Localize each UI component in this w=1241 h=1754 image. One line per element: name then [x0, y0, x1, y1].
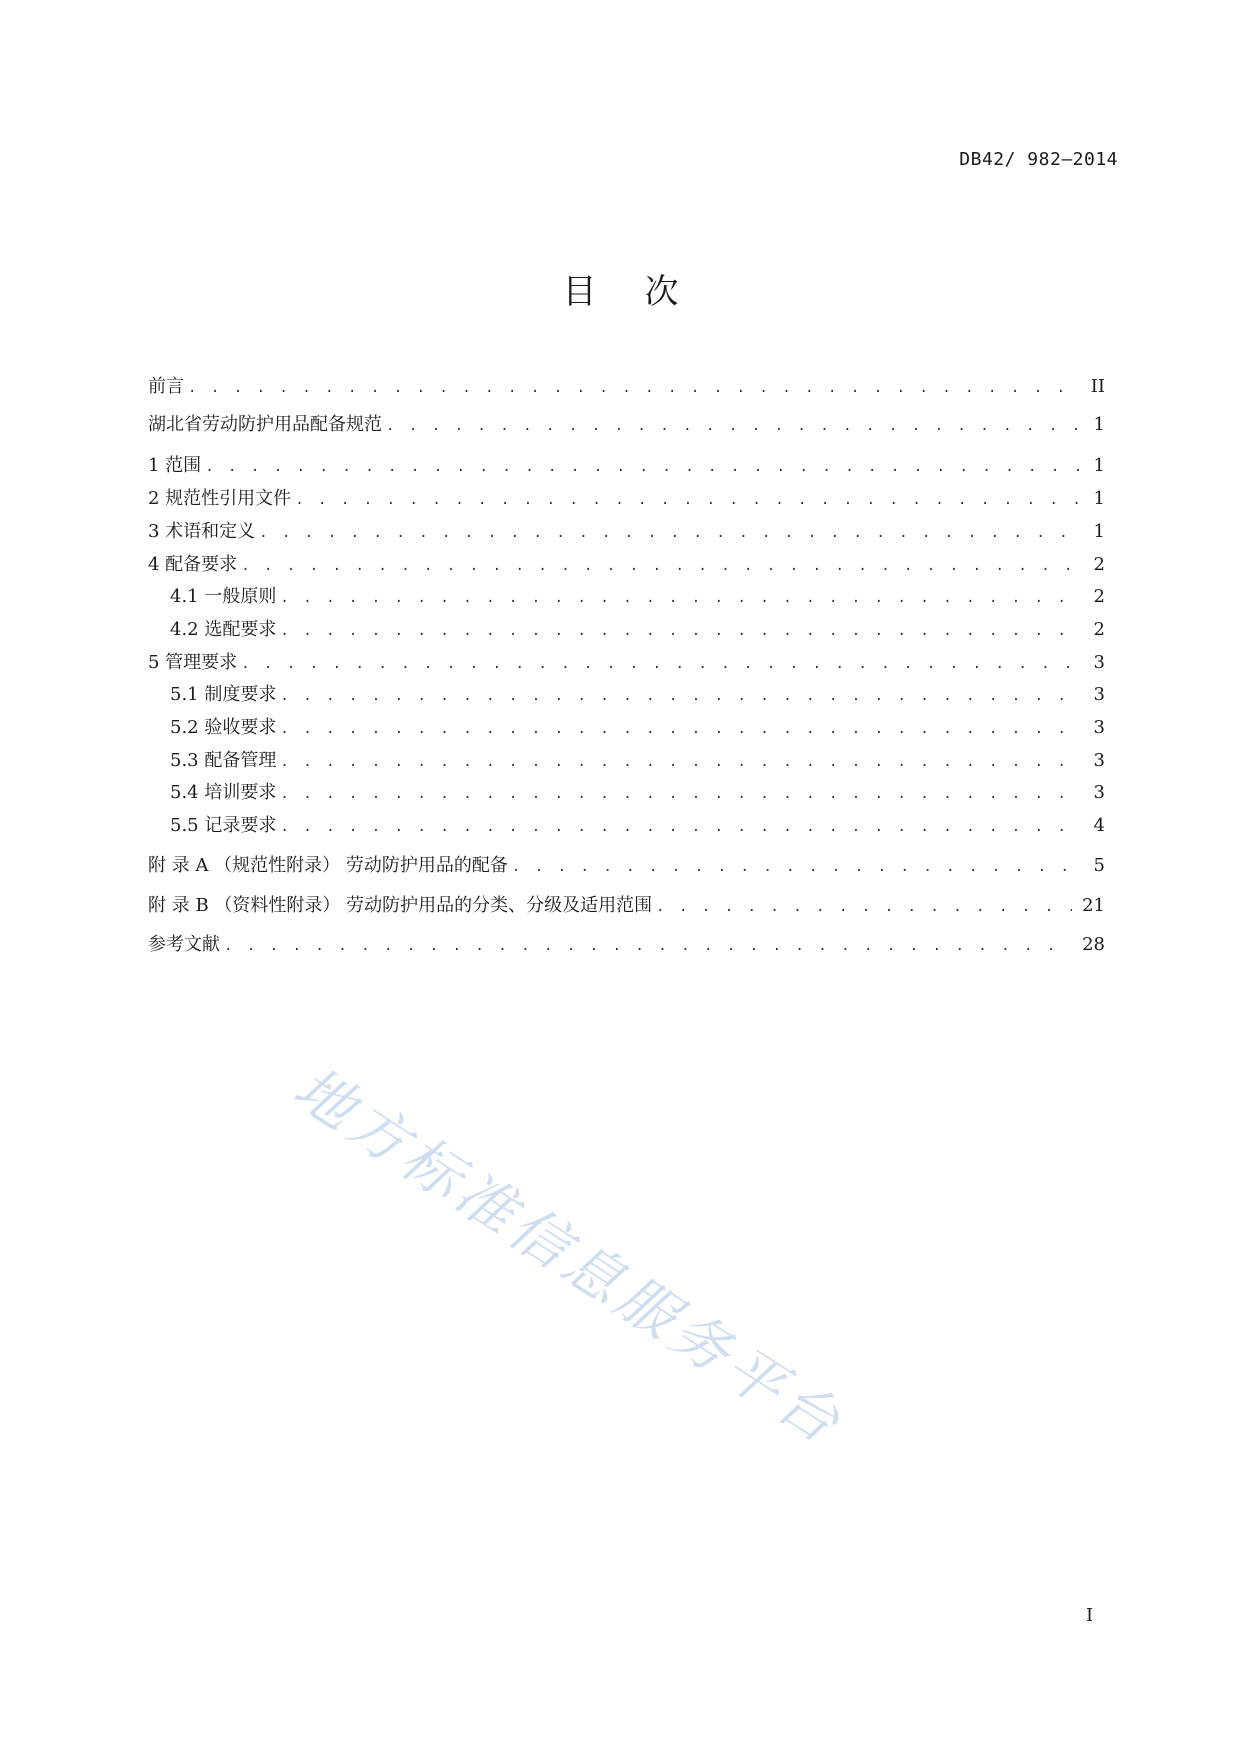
toc-entry-scope[interactable]	[148, 453, 1105, 479]
toc-dot-leader	[224, 932, 1072, 958]
toc-entry-label: 3 术语和定义	[148, 521, 256, 542]
toc-entry-label: 2 规范性引用文件	[148, 488, 292, 509]
toc-dot-leader	[188, 374, 1081, 400]
toc-dot-leader	[295, 486, 1081, 512]
toc-entry-page: 1	[1093, 488, 1105, 509]
toc-dot-leader	[280, 584, 1081, 610]
toc-entry-page: 1	[1093, 455, 1105, 476]
toc-entry-foreword[interactable]	[148, 374, 1105, 400]
toc-entry-acceptance-requirements[interactable]	[148, 715, 1105, 741]
toc-entry-appendix-a[interactable]	[148, 853, 1105, 879]
toc-entry-page: 3	[1093, 750, 1105, 771]
toc-entry-page: 2	[1093, 586, 1105, 607]
toc-entry-training-requirements[interactable]	[148, 780, 1105, 806]
toc-entry-general-principles[interactable]	[148, 584, 1105, 610]
toc-entry-label: 4.1 一般原则	[170, 586, 277, 607]
toc-entry-label: 5.1 制度要求	[170, 684, 277, 705]
page-number: I	[1086, 1605, 1094, 1626]
toc-entry-page: 5	[1093, 855, 1105, 876]
toc-entry-label: 5 管理要求	[148, 652, 238, 673]
toc-dot-leader	[280, 682, 1081, 708]
toc-entry-page: 1	[1093, 414, 1105, 435]
toc-entry-label: 前言	[148, 376, 184, 397]
toc-entry-page: 2	[1093, 554, 1105, 575]
toc-entry-selection-requirements[interactable]	[148, 617, 1105, 643]
toc-entry-record-requirements[interactable]	[148, 813, 1105, 839]
toc-dot-leader	[280, 748, 1081, 774]
toc-dot-leader	[280, 715, 1081, 741]
toc-entry-page: 4	[1093, 815, 1105, 836]
toc-entry-label: 4.2 选配要求	[170, 619, 277, 640]
toc-entry-label: 5.4 培训要求	[170, 782, 277, 803]
toc-dot-leader	[280, 813, 1081, 839]
toc-entry-label: 5.2 验收要求	[170, 717, 277, 738]
toc-dot-leader	[512, 853, 1081, 879]
toc-entry-bibliography[interactable]	[148, 932, 1105, 958]
toc-entry-page: 2	[1093, 619, 1105, 640]
toc-entry-page: 28	[1082, 934, 1105, 955]
toc-entry-label: 5.5 记录要求	[170, 815, 277, 836]
toc-entry-page: 21	[1082, 895, 1105, 916]
toc-dot-leader	[386, 412, 1081, 438]
toc-entry-label: 参考文献	[148, 934, 220, 955]
toc-dot-leader	[259, 519, 1081, 545]
toc-entry-terms-definitions[interactable]	[148, 519, 1105, 545]
toc-dot-leader	[280, 780, 1081, 806]
toc-entry-standard-title[interactable]	[148, 412, 1105, 438]
toc-entry-page: 1	[1093, 521, 1105, 542]
toc-entry-system-requirements[interactable]	[148, 682, 1105, 708]
toc-dot-leader	[205, 453, 1081, 479]
toc-entry-page: 3	[1093, 684, 1105, 705]
watermark: 地方标准信息服务平台	[282, 1053, 856, 1459]
toc-entry-appendix-b[interactable]	[148, 893, 1105, 919]
toc-entry-label: 5.3 配备管理	[170, 750, 277, 771]
toc-entry-label: 湖北省劳动防护用品配备规范	[148, 414, 382, 435]
toc-title: 目次	[562, 272, 727, 312]
toc-entry-label: 附 录 A （规范性附录） 劳动防护用品的配备	[148, 855, 508, 876]
document-code: DB42/ 982—2014	[959, 149, 1118, 170]
toc-entry-equipment-management[interactable]	[148, 748, 1105, 774]
toc-entry-normative-references[interactable]	[148, 486, 1105, 512]
toc-entry-label: 4 配备要求	[148, 554, 238, 575]
toc-entry-label: 1 范围	[148, 455, 202, 476]
toc-dot-leader	[241, 552, 1081, 578]
toc-entry-page: 3	[1093, 652, 1105, 673]
toc-dot-leader	[280, 617, 1081, 643]
toc-entry-equipment-requirements[interactable]	[148, 552, 1105, 578]
toc-entry-management-requirements[interactable]	[148, 650, 1105, 676]
toc-entry-label: 附 录 B （资料性附录） 劳动防护用品的分类、分级及适用范围	[148, 895, 653, 916]
toc-entry-page: II	[1090, 376, 1105, 397]
toc-entry-page: 3	[1093, 717, 1105, 738]
toc-dot-leader	[241, 650, 1081, 676]
toc-entry-page: 3	[1093, 782, 1105, 803]
toc-dot-leader	[656, 893, 1072, 919]
